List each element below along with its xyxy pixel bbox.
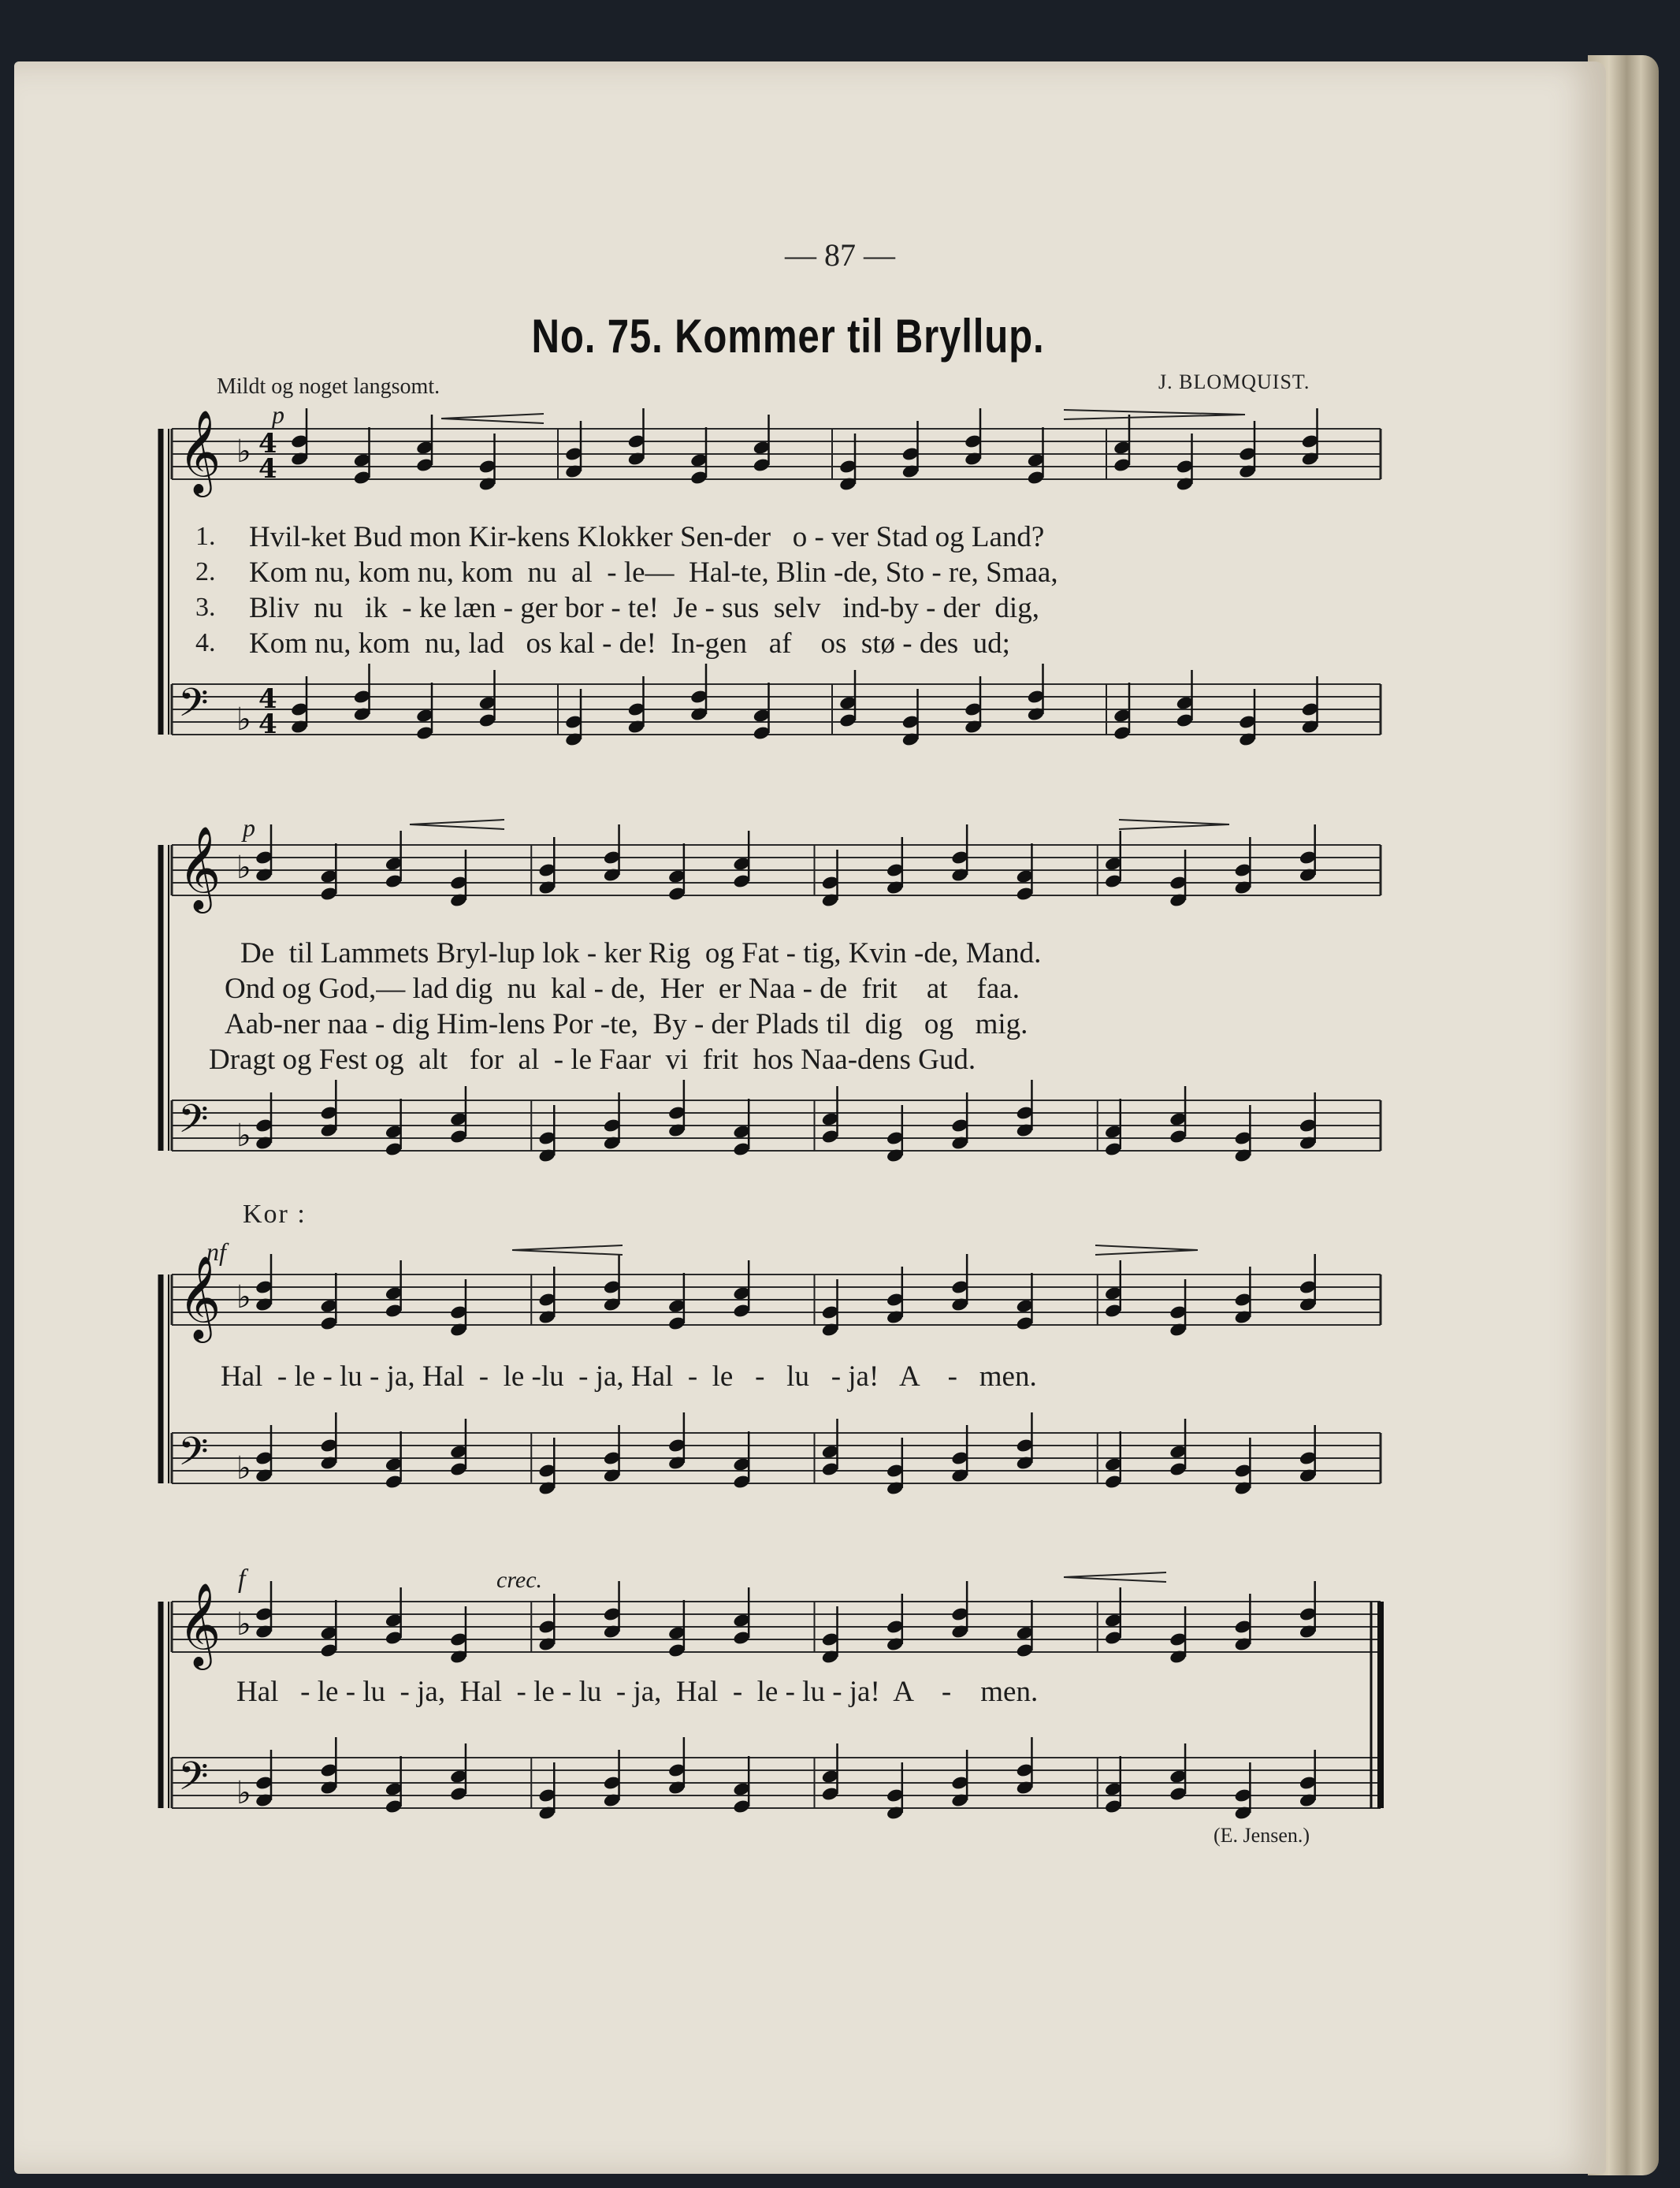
verse-3-line-2: Aab-ner naa - dig Him-lens Por -te, By - der Plads til dig og mig. [225, 1008, 1028, 1040]
flat-key-signature: ♭ [236, 1450, 251, 1487]
chorus-line-2: Hal - le - lu - ja, Hal - le - lu - ja, Hal - le - lu - ja! A - men. [236, 1676, 1039, 1708]
dynamic-marking: f [238, 1565, 246, 1594]
time-signature-bottom: 4 [258, 453, 277, 485]
time-signature-bottom: 4 [258, 709, 277, 740]
flat-key-signature: ♭ [236, 850, 251, 886]
verse-1-line-1: Hvil-ket Bud mon Kir-kens Klokker Sen-der o - ver Stad og Land? [249, 521, 1045, 553]
bass-clef: 𝄢 [178, 680, 209, 735]
dynamic-marking: p [243, 813, 255, 842]
chorus-label: Kor : [243, 1200, 307, 1229]
decrescendo-hairpin [1064, 415, 1245, 419]
decrescendo-hairpin [1064, 410, 1245, 415]
verse-4-line-2: Dragt og Fest og alt for al - le Faar vi frit hos Naa-dens Gud. [209, 1044, 976, 1076]
time-signature-top: 4 [258, 683, 277, 715]
arranger-credit: (E. Jensen.) [1214, 1824, 1310, 1847]
verse-number: 3. [195, 593, 216, 622]
chorus-line-1: Hal - le - lu - ja, Hal - le -lu - ja, Hal - le - lu - ja! A - men. [221, 1360, 1037, 1393]
decrescendo-hairpin [1095, 1250, 1198, 1255]
dynamic-marking: crec. [496, 1567, 543, 1593]
crescendo-hairpin [512, 1250, 623, 1255]
crescendo-hairpin [512, 1245, 623, 1250]
flat-key-signature: ♭ [236, 701, 251, 738]
crescendo-hairpin [410, 824, 504, 829]
flat-key-signature: ♭ [236, 1118, 251, 1154]
verse-2-line-1: Kom nu, kom nu, kom nu al - le— Hal-te, Blin -de, Sto - re, Smaa, [249, 556, 1058, 589]
crescendo-hairpin [441, 414, 544, 419]
decrescendo-hairpin [1119, 820, 1229, 824]
flat-key-signature: ♭ [236, 1606, 251, 1643]
hymn-title: No. 75. Kommer til Bryllup. [531, 310, 1045, 363]
treble-clef: 𝄞 [178, 409, 221, 493]
decrescendo-hairpin [1119, 824, 1229, 829]
verse-1-line-2: De til Lammets Bryl-lup lok - ker Rig og Fat - tig, Kvin -de, Mand. [240, 937, 1042, 969]
bass-clef: 𝄢 [178, 1429, 209, 1484]
verse-2-line-2: Ond og God,— lad dig nu kal - de, Her er Naa - de frit at faa. [225, 973, 1020, 1005]
page-number: — 87 — [785, 237, 895, 273]
verse-number: 4. [195, 628, 216, 657]
bass-clef: 𝄢 [178, 1754, 209, 1809]
crescendo-hairpin [410, 820, 504, 824]
treble-clef: 𝄞 [178, 1255, 221, 1339]
treble-clef: 𝄞 [178, 1582, 221, 1666]
flat-key-signature: ♭ [236, 1279, 251, 1315]
dynamic-marking: p [272, 400, 284, 429]
flat-key-signature: ♭ [236, 434, 251, 470]
treble-clef: 𝄞 [178, 825, 221, 910]
decrescendo-hairpin [1095, 1245, 1198, 1250]
crescendo-hairpin [441, 419, 544, 423]
verse-number: 1. [195, 522, 216, 551]
dynamic-marking: nf [206, 1237, 226, 1266]
verse-number: 2. [195, 557, 216, 586]
tempo-marking: Mildt og noget langsomt. [217, 374, 440, 399]
crescendo-hairpin [1064, 1572, 1166, 1577]
time-signature-top: 4 [258, 428, 277, 460]
bass-clef: 𝄢 [178, 1096, 209, 1152]
verse-3-line-1: Bliv nu ik - ke læn - ger bor - te! Je - sus selv ind-by - der dig, [249, 592, 1039, 624]
verse-4-line-1: Kom nu, kom nu, lad os kal - de! In-gen af os stø - des ud; [249, 627, 1010, 660]
flat-key-signature: ♭ [236, 1775, 251, 1811]
crescendo-hairpin [1064, 1577, 1166, 1582]
composer-credit: J. BLOMQUIST. [1158, 370, 1310, 393]
